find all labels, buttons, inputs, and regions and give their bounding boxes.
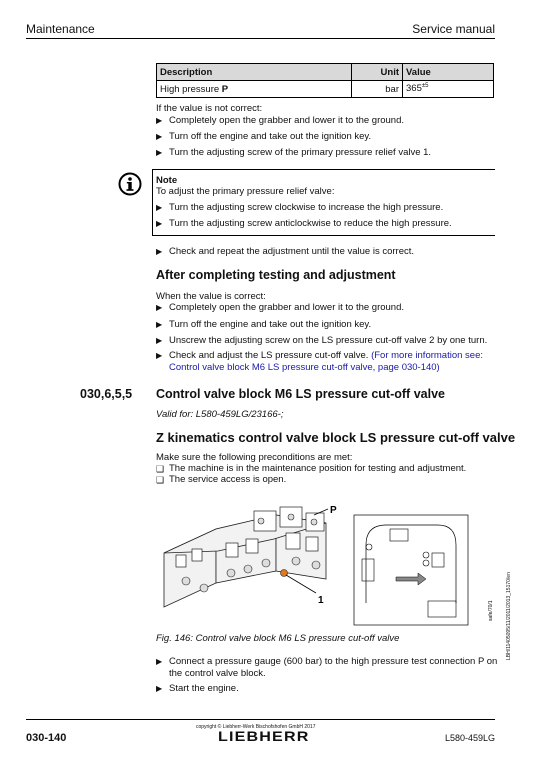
arrow-icon: ▶ (156, 247, 163, 256)
copyright: copyright © Liebherr-Werk Bischofshofen GmbH 2017 (196, 724, 316, 730)
header-section-title: Maintenance (26, 22, 95, 36)
note-intro: To adjust the primary pressure relief valve: (156, 186, 335, 197)
figure-caption: Fig. 146: Control valve block M6 LS pressure cut-off valve (156, 633, 400, 644)
checkbox-icon: ❑ (156, 475, 165, 485)
arrow-icon: ▶ (156, 148, 163, 157)
arrow-icon: ▶ (156, 203, 163, 212)
note-side-bar (152, 169, 153, 235)
after-intro: When the value is correct: (156, 291, 266, 302)
precondition-item: ❑ The machine is in the maintenance position for testing and adjustment. (156, 463, 467, 474)
footer-divider (26, 719, 495, 720)
table-header-unit: Unit (352, 64, 403, 81)
note-bottom-rule (152, 235, 495, 236)
step-item: ▶ Turn off the engine and take out the ignition key. (156, 131, 372, 142)
step-item: ▶ Check and repeat the adjustment until the value is correct. (156, 246, 415, 257)
valve-block-illustration (156, 493, 500, 627)
table-cell-description: High pressure P (157, 81, 352, 98)
arrow-icon: ▶ (156, 351, 163, 360)
step-item: ▶ Turn off the engine and take out the ignition key. (156, 319, 372, 330)
step-item: ▶ Turn the adjusting screw of the primary pressure relief valve 1. (156, 147, 432, 158)
figure (156, 493, 500, 627)
incorrect-intro: If the value is not correct: (156, 103, 263, 114)
arrow-icon: ▶ (156, 320, 163, 329)
table-header-description: Description (157, 64, 352, 81)
precondition-intro: Make sure the following preconditions are met: (156, 452, 353, 463)
table-header-value: Value (403, 64, 494, 81)
step-item: ▶ Unscrew the adjusting screw on the LS pressure cut-off valve 2 by one turn. (156, 335, 488, 346)
arrow-icon: ▶ (156, 336, 163, 345)
arrow-icon: ▶ (156, 116, 163, 125)
table-row (157, 81, 494, 98)
note-title: Note (156, 175, 178, 186)
step-item: ▶ Turn the adjusting screw clockwise to increase the high pressure. (156, 202, 444, 213)
note-top-rule (152, 169, 495, 170)
arrow-icon: ▶ (156, 132, 163, 141)
page-number: 030-140 (26, 732, 67, 744)
label-p: P (330, 505, 337, 516)
precondition-item: ❑ The service access is open. (156, 474, 287, 485)
section-title: Control valve block M6 LS pressure cut-off valve (156, 387, 445, 401)
after-heading: After completing testing and adjustment (156, 268, 396, 282)
step-item: ▶ Turn the adjusting screw anticlockwise to reduce the high pressure. (156, 218, 452, 229)
arrow-icon: ▶ (156, 303, 163, 312)
arrow-icon: ▶ (156, 219, 163, 228)
step-item: ▶ Completely open the grabber and lower it to the ground. (156, 302, 405, 313)
figure-small-code: safe/70/1 (488, 600, 494, 621)
valid-for: Valid for: L580-459LG/23166-; (156, 409, 284, 420)
cross-reference-link[interactable]: Control valve block M6 LS pressure cut-off valve, page 030-140) (169, 362, 440, 373)
step-item: ▶ Connect a pressure gauge (600 bar) to the high pressure test connection P on the control valve block. (156, 656, 498, 679)
info-icon (118, 172, 142, 201)
table-cell-value: $365^{\pm 5}$ (403, 81, 494, 98)
model-code: L580-459LG (444, 733, 495, 743)
z-heading: Z kinematics control valve block LS pressure cut-off valve (156, 430, 516, 445)
spec-table (156, 63, 494, 98)
liebherr-logo: LIEBHERR (218, 728, 310, 744)
table-cell-unit: bar (352, 81, 403, 98)
checkbox-icon: ❑ (156, 464, 165, 474)
figure-side-code: LBH/11405095/11/2011/2013_15170/en (506, 572, 512, 660)
step-item: ▶ Completely open the grabber and lower it to the ground. (156, 115, 405, 126)
header-manual-title: Service manual (412, 22, 495, 36)
arrow-icon: ▶ (156, 684, 163, 693)
label-1: 1 (318, 595, 324, 606)
cross-reference-link[interactable]: (For more information see: (371, 350, 484, 361)
arrow-icon: ▶ (156, 657, 163, 666)
step-item: ▶ Check and adjust the LS pressure cut-off valve. (For more information see: Control valve block M6 LS pressure cut-off valve, page 030-140) (156, 350, 484, 373)
step-item: ▶ Start the engine. (156, 683, 239, 694)
section-number: 030,6,5,5 (80, 387, 133, 401)
header-divider (26, 38, 495, 39)
